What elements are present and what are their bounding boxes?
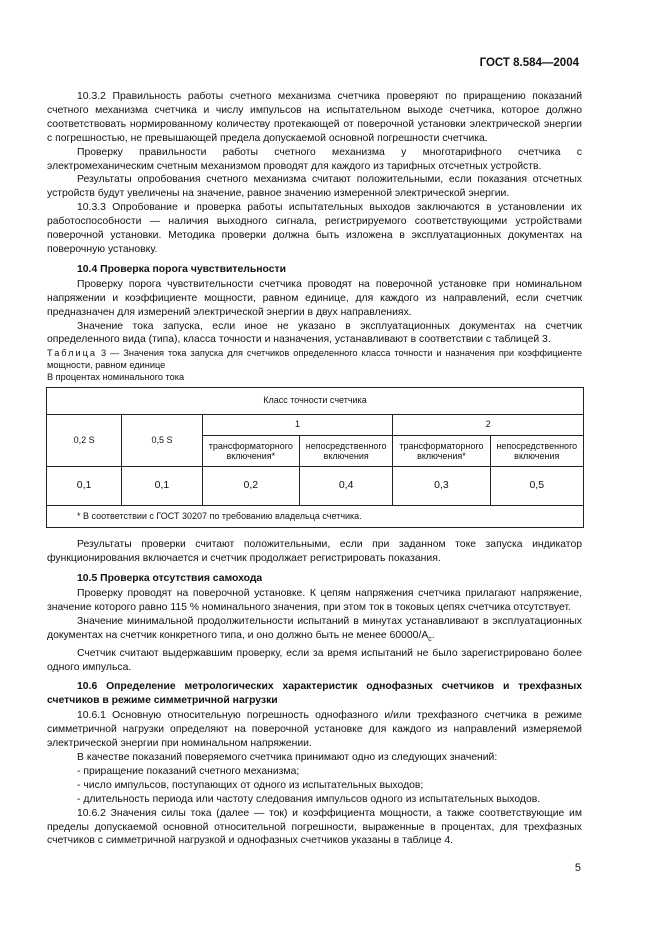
list-item: - число импульсов, поступающих от одного из испытательных выходов; <box>77 779 424 791</box>
value-cell: 0,3 <box>393 467 490 506</box>
class-1-cell: 1 <box>202 415 393 436</box>
list-item: - длительность периода или частоту следования импульсов одного из испытательных выходов. <box>77 793 541 805</box>
table-3-caption-text: — Значения тока запуска для счетчиков определенного класса точности и назначения при коэффициенте мощности, равном единице <box>47 348 582 371</box>
heading-10-4: 10.4 Проверка порога чувствительности <box>77 263 287 275</box>
paragraph-start-current: Значение тока запуска, если иное не указано в эксплуатационных документах на счетчик определенного вида (типа), класса точности и назначения, устанавливают в соответствии с таблицей 3. <box>47 320 582 346</box>
min-duration-subscript: c <box>428 635 432 643</box>
paragraph-start-results: Результаты проверки считают положительными, если при заданном токе запуска индикатор функционирования включается и счетчик продолжает регистрировать показания. <box>47 539 582 565</box>
table-3-caption <box>47 347 582 371</box>
table-3-caption-word: Таблица <box>47 348 98 359</box>
heading-10-5: 10.5 Проверка отсутствия самохода <box>77 573 263 585</box>
paragraph-min-duration <box>47 615 582 647</box>
table-3-footnote: * В соответствии с ГОСТ 30207 по требованию владельца счетчика. <box>47 506 584 528</box>
class-2-trans-cell: трансформаторного включения* <box>393 436 490 467</box>
paragraph-sensitivity: Проверку порога чувствительности счетчика проводят на поверочной установке при номинальном напряжении и коэффициенте мощности, равном единице, для каждого из направлений, если счетчик предназначен для измерений электрической энергии в двух направлениях. <box>47 278 582 318</box>
value-cell: 0,5 <box>490 467 583 506</box>
paragraph-results-counting: Результаты опробования счетного механизма считают положительными, если показания отсчетных устройств будут увеличены на значение, равное значению измеренной электрической энергии. <box>47 174 582 200</box>
class-header-cell: Класс точности счетчика <box>47 388 584 415</box>
paragraph-10-3-2: 10.3.2 Правильность работы счетного механизма счетчика проверяют по приращению показаний счетного механизма счетчика и числу импульсов на испытательном выходе счетчика, которое должно соответствовать нормированному количеству протекающей от поверочной установки электрической энергии с погрешностью, не превышающей предела допускаемой основной погрешности счетчика. <box>47 91 582 144</box>
heading-10-6: 10.6 Определение метрологических характеристик однофазных счетчиков и трехфазных счетчиков в режиме симметричной нагрузки <box>47 681 582 707</box>
table-3-unit: В процентах номинального тока <box>47 372 185 383</box>
min-duration-text: Значение минимальной продолжительности испытаний в минутах устанавливают в эксплуатационных документах на счетчик конкретного типа, и оно должно быть не менее 60000/A <box>47 615 582 641</box>
page-number: 5 <box>574 862 581 874</box>
paragraph-10-6-1: 10.6.1 Основную относительную погрешность однофазного и/или трехфазного счетчика в режиме симметричной нагрузки определяют на поверочной установке для каждого из направлений измеряемой электрической энергии при номинальном напряжении. <box>47 710 582 750</box>
table-3-caption-num: 3 <box>101 348 107 359</box>
paragraph-creep-test: Проверку проводят на поверочной установке. К цепям напряжения счетчика прилагают напряжение, значение которого равно 115 % номинального значения, при этом ток в токовых цепях счетчика отсутствует. <box>47 587 582 613</box>
class-0-5s-cell: 0,5 S <box>122 415 203 467</box>
min-duration-end: . <box>431 629 435 641</box>
class-0-2s-cell: 0,2 S <box>47 415 122 467</box>
paragraph-readings-intro: В качестве показаний поверяемого счетчика принимают одно из следующих значений: <box>77 751 498 763</box>
value-cell: 0,2 <box>202 467 299 506</box>
value-cell: 0,1 <box>122 467 203 506</box>
value-cell: 0,1 <box>47 467 122 506</box>
page-content <box>47 90 582 848</box>
standard-header: ГОСТ 8.584—2004 <box>479 57 579 69</box>
paragraph-creep-result: Счетчик считают выдержавшим проверку, если за время испытаний не было зарегистрировано более одного импульса. <box>47 647 582 673</box>
table-3 <box>46 387 584 528</box>
class-2-direct-cell: непосредственного включения <box>490 436 583 467</box>
class-1-trans-cell: трансформаторного включения* <box>202 436 299 467</box>
class-2-cell: 2 <box>393 415 584 436</box>
paragraph-multitariff: Проверку правильности работы счетного механизма у многотарифного счетчика с электромеханическим счетным механизмом проводят для каждого из тарифных отсчетных устройств. <box>47 146 582 172</box>
class-1-direct-cell: непосредственного включения <box>299 436 392 467</box>
paragraph-10-6-2: 10.6.2 Значения силы тока (далее — ток) и коэффициента мощности, а также соответствующие им пределы допускаемой основной относительной погрешности, выраженные в процентах, для трехфазных счетчиков с симметричной нагрузкой и однофазных счетчиков указаны в таблице 4. <box>47 807 582 847</box>
paragraph-10-3-3: 10.3.3 Опробование и проверка работы испытательных выходов заключаются в установлении их работоспособности — наличия выходного сигнала, регистрируемого соответствующими устройствами поверочной установки. Методика проверки должна быть изложена в эксплуатационных документах на поверочную установку. <box>47 202 582 255</box>
list-item: - приращение показаний счетного механизма; <box>77 765 300 777</box>
value-cell: 0,4 <box>299 467 392 506</box>
